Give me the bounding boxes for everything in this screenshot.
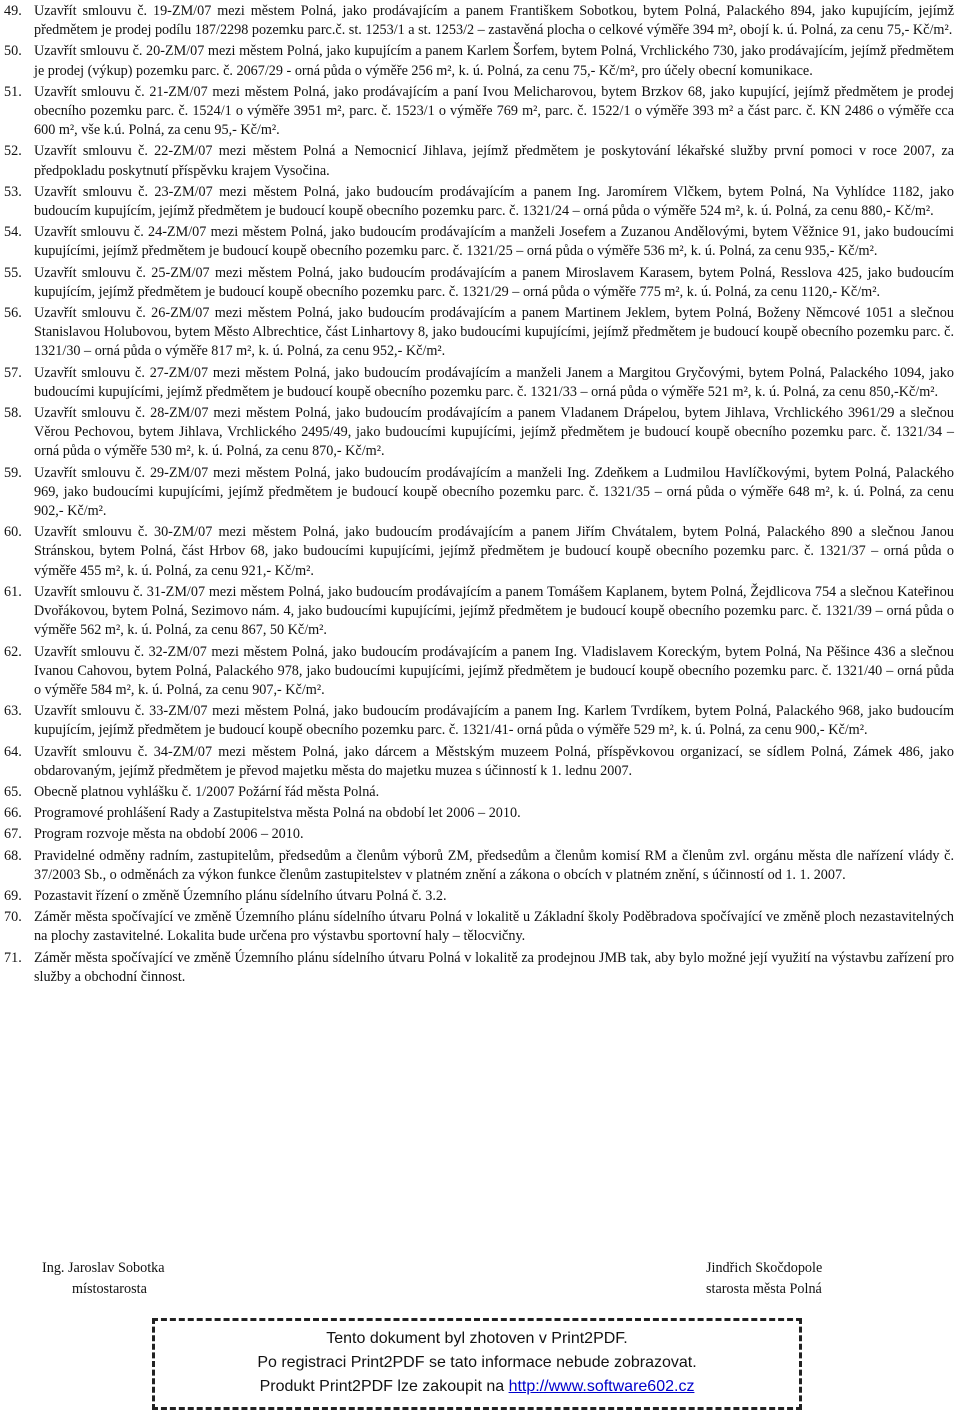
item-number: 56. [4, 305, 22, 322]
list-item [4, 847, 954, 885]
item-number: 54. [4, 224, 22, 241]
item-text: Uzavřít smlouvu č. 33-ZM/07 mezi městem Polná, jako budoucím prodávajícím a panem Ing. Karlem Tvrdíkem, bytem Polná, Palackého 968, jako budoucím kupujícím, jejímž předmětem je budoucí koupě obecního pozemku parc. č. 1321/41- orná půda o výměře 529 m², k. ú. Polná, za cenu 900,- Kč/m². [34, 703, 954, 739]
item-number: 58. [4, 405, 22, 422]
item-text: Záměr města spočívající ve změně Územního plánu sídelního útvaru Polná v lokalitě u Základní školy Poděbradova spočívající ve změně ploch nezastavitelných na plochy zastavitelné. Lokalita bude určena pro výstavbu sportovní haly – tělocvičny. [34, 909, 954, 945]
item-number: 61. [4, 583, 22, 600]
signatory-name-right: Jindřich Skočdopole [706, 1260, 823, 1276]
item-number: 57. [4, 364, 22, 381]
item-number: 51. [4, 83, 22, 100]
item-text: Uzavřít smlouvu č. 34-ZM/07 mezi městem Polná, jako dárcem a Městským muzeem Polná, příspěvkovou organizací, se sídlem Polná, Zámek 486, jako obdarovaným, jejímž předmětem je převod majetku města do majetku muzea s účinností k 1. lednu 2007. [34, 743, 954, 779]
item-text: Program rozvoje města na období 2006 – 2010. [34, 826, 304, 843]
item-text: Uzavřít smlouvu č. 28-ZM/07 mezi městem Polná, jako budoucím prodávajícím a panem Vladanem Drápelou, bytem Jihlava, Vrchlického 3961/29 a slečnou Věrou Pechovou, bytem Jihlava, Vrchlického 2495/49, jako budoucími kupujícími, jejímž předmětem je budoucí koupě obecního pozemku parc. č. 1321/34 – orná půda o výměře 530 m², k. ú. Polná, za cenu 870,- Kč/m². [34, 405, 954, 460]
item-text: Uzavřít smlouvu č. 30-ZM/07 mezi městem Polná, jako budoucím prodávajícím a panem Jiřím Chvátalem, bytem Polná, Palackého 890 a slečnou Janou Stránskou, bytem Polná, část Hrbov 68, jako budoucími kupujícími, jejímž předmětem je budoucí koupě obecního pozemku parc. č. 1321/37 – orná půda o výměře 455 m², k. ú. Polná, za cenu 921,- Kč/m². [34, 524, 954, 579]
signatory-name-left: Ing. Jaroslav Sobotka [42, 1260, 165, 1276]
list-item [4, 949, 954, 987]
notice-line-2: Po registraci Print2PDF se tato informace nebude zobrazovat. [257, 1354, 697, 1371]
list-item [4, 223, 954, 261]
item-text: Uzavřít smlouvu č. 23-ZM/07 mezi městem Polná, jako budoucím prodávajícím a panem Ing. Jaromírem Vlčkem, bytem Polná, Na Vyhlídce 1182, jako budoucím kupujícím, jejímž předmětem je budoucí koupě obecního pozemku parc. č. 1321/24 – orná půda o výměře 524 m², k. ú. Polná, za cenu 880,- Kč/m². [34, 183, 954, 220]
list-item [4, 825, 954, 844]
item-text: Uzavřít smlouvu č. 32-ZM/07 mezi městem Polná, jako budoucím prodávajícím a panem Ing. Vladislavem Koreckým, bytem Polná, Na Pěšince 436 a slečnou Ivanou Cahovou, bytem Polná, Palackého 978, jako budoucími kupujícími, jejímž předmětem je budoucí koupě obecního pozemku parc. č. 1321/40 – orná půda o výměře 584 m², k. ú. Polná, za cenu 907,- Kč/m². [34, 643, 954, 698]
notice-line-1: Tento dokument byl zhotoven v Print2PDF. [326, 1330, 628, 1347]
list-item [4, 264, 954, 302]
item-number: 69. [4, 887, 22, 904]
item-number: 71. [4, 949, 22, 966]
list-item [4, 783, 954, 802]
print2pdf-notice [152, 1318, 802, 1410]
signature-left [42, 1258, 242, 1300]
resolution-list [4, 2, 954, 987]
list-item [4, 364, 954, 402]
list-item [4, 42, 954, 80]
item-text: Záměr města spočívající ve změně Územního plánu sídelního útvaru Polná v lokalitě za prodejnou JMB tak, aby bylo možné její využití na výstavbu zařízení pro služby a obchodní činnost. [34, 949, 954, 985]
item-number: 52. [4, 143, 22, 160]
item-number: 64. [4, 743, 22, 760]
list-item [4, 643, 954, 701]
item-number: 63. [4, 703, 22, 720]
signature-right [706, 1258, 906, 1300]
list-item [4, 702, 954, 740]
list-item [4, 83, 954, 141]
list-item [4, 183, 954, 221]
item-number: 59. [4, 464, 22, 481]
item-number: 62. [4, 643, 22, 660]
item-text: Uzavřít smlouvu č. 20-ZM/07 mezi městem Polná, jako kupujícím a panem Karlem Šorfem, bytem Polná, Vrchlického 730, jako prodávajícím, jejímž předmětem je prodej (výkup) pozemku parc. č. 2067/29 - orná půda o výměře 256 m², k. ú. Polná, za cenu 75,- Kč/m², pro účely obecní komunikace. [34, 43, 954, 79]
item-text: Uzavřít smlouvu č. 21-ZM/07 mezi městem Polná, jako prodávajícím a paní Ivou Melicharovou, bytem Brzkov 68, jako kupující, jejímž předmětem je prodej obecního pozemku parc. č. 1524/1 o výměře 3951 m², parc. č. 1523/1 o výměře 769 m², parc. č. 1522/1 o výměře 393 m² a část parc. č. KN 2486 o výměře cca 600 m², vše k.ú. Polná, za cenu 95,- Kč/m². [34, 83, 954, 139]
notice-line-3-prefix: Produkt Print2PDF lze zakoupit na [259, 1378, 509, 1395]
list-item [4, 304, 954, 362]
item-text: Uzavřít smlouvu č. 24-ZM/07 mezi městem Polná, jako budoucím prodávajícím a manželi Josefem a Zuzanou Andělovými, bytem Věžnice 91, jako budoucími kupujícími, jejímž předmětem je budoucí koupě obecního pozemku parc. č. 1321/25 – orná půda o výměře 536 m², k. ú. Polná, za cenu 935,- Kč/m². [34, 224, 954, 260]
list-item [4, 523, 954, 581]
item-number: 66. [4, 805, 22, 822]
item-text: Uzavřít smlouvu č. 31-ZM/07 mezi městem Polná, jako budoucím prodávajícím a panem Tomášem Kaplanem, bytem Polná, Žejdlicova 754 a slečnou Kateřinou Dvořákovou, bytem Polná, Sezimovo nám. 4, jako budoucími kupujícími, jejímž předmětem je budoucí koupě obecního pozemku parc. č. 1321/39 – orná půda o výměře 562 m², k. ú. Polná, za cenu 867, 50 Kč/m². [34, 583, 954, 639]
item-number: 50. [4, 43, 22, 60]
item-number: 70. [4, 909, 22, 926]
item-number: 53. [4, 183, 22, 200]
list-item [4, 583, 954, 641]
item-number: 67. [4, 826, 22, 843]
list-item [4, 887, 954, 906]
signatory-role-left: místostarosta [72, 1281, 147, 1297]
item-text: Uzavřít smlouvu č. 29-ZM/07 mezi městem Polná, jako budoucím prodávajícím a manželi Ing. Zdeňkem a Ludmilou Havlíčkovými, bytem Polná, Palackého 969, jako budoucími kupujícími, jejímž předmětem je budoucí koupě obecního pozemku parc. č. 1321/35 – orná půda o výměře 648 m², k. ú. Polná, za cenu 902,- Kč/m². [34, 464, 954, 520]
item-number: 49. [4, 3, 22, 19]
list-item [4, 804, 954, 823]
item-text: Uzavřít smlouvu č. 26-ZM/07 mezi městem Polná, jako budoucím prodávajícím a panem Martinem Jeklem, bytem Polná, Boženy Němcové 1051 a slečnou Stanislavou Holubovou, bytem Město Albrechtice, část Linhartovy 8, jako budoucími kupujícími, jejímž předmětem je budoucí koupě obecního pozemku parc. č. 1321/30 – orná půda o výměře 817 m², k. ú. Polná, za cenu 952,- Kč/m². [34, 305, 954, 360]
software602-link[interactable]: http://www.software602.cz [508, 1378, 695, 1395]
list-item [4, 142, 954, 180]
item-number: 68. [4, 847, 22, 864]
item-text: Programové prohlášení Rady a Zastupitelstva města Polná na období let 2006 – 2010. [34, 805, 521, 822]
item-text: Uzavřít smlouvu č. 19-ZM/07 mezi městem Polná, jako prodávajícím a panem Františkem Sobotkou, bytem Polná, Palackého 894, jako kupujícím, jejímž předmětem je prodej podílu 187/2298 pozemku parc.č. st. 1253/1 a st. 1253/2 – zastavěná plocha o celkové výměře 394 m², obojí k. ú. Polná, za cenu 75,- Kč/m². [34, 3, 954, 39]
item-number: 65. [4, 783, 22, 800]
list-item [4, 2, 954, 40]
item-text: Uzavřít smlouvu č. 22-ZM/07 mezi městem Polná a Nemocnicí Jihlava, jejímž předmětem je poskytování lékařské služby první pomoci v roce 2007, za předpokladu poskytnutí příspěvku krajem Vysočina. [34, 143, 954, 179]
item-text: Uzavřít smlouvu č. 25-ZM/07 mezi městem Polná, jako budoucím prodávajícím a panem Miroslavem Karasem, bytem Polná, Resslova 425, jako budoucím kupujícím, jejímž předmětem je budoucí koupě obecního pozemku parc. č. 1321/29 – orná půda o výměře 775 m², k. ú. Polná, za cenu 1120,- Kč/m². [34, 264, 954, 300]
notice-line-3 [155, 1375, 799, 1399]
item-text: Pravidelné odměny radním, zastupitelům, předsedům a členům výborů ZM, předsedům a členům komisí RM a členům zvl. orgánu města dle nařízení vlády č. 37/2003 Sb., o odměnách za výkon funkce členům zastupitelstev v platném znění a zákona o obcích v platném znění, s účinností od 1. 1. 2007. [34, 847, 954, 883]
item-number: 60. [4, 524, 22, 541]
signatory-role-right: starosta města Polná [706, 1281, 822, 1297]
list-item [4, 464, 954, 522]
item-number: 55. [4, 264, 22, 281]
list-item [4, 404, 954, 462]
item-text: Uzavřít smlouvu č. 27-ZM/07 mezi městem Polná, jako budoucím prodávajícím a manželi Janem a Margitou Gryčovými, bytem Polná, Palackého 1094, jako budoucími kupujícími, jejímž předmětem je budoucí koupě obecního pozemku parc. č. 1321/33 – orná půda o výměře 521 m², k. ú. Polná, za cenu 850,-Kč/m². [34, 364, 954, 400]
list-item [4, 908, 954, 946]
list-item [4, 743, 954, 781]
item-text: Obecně platnou vyhlášku č. 1/2007 Požární řád města Polná. [34, 783, 380, 800]
item-text: Pozastavit řízení o změně Územního plánu sídelního útvaru Polná č. 3.2. [34, 887, 447, 904]
